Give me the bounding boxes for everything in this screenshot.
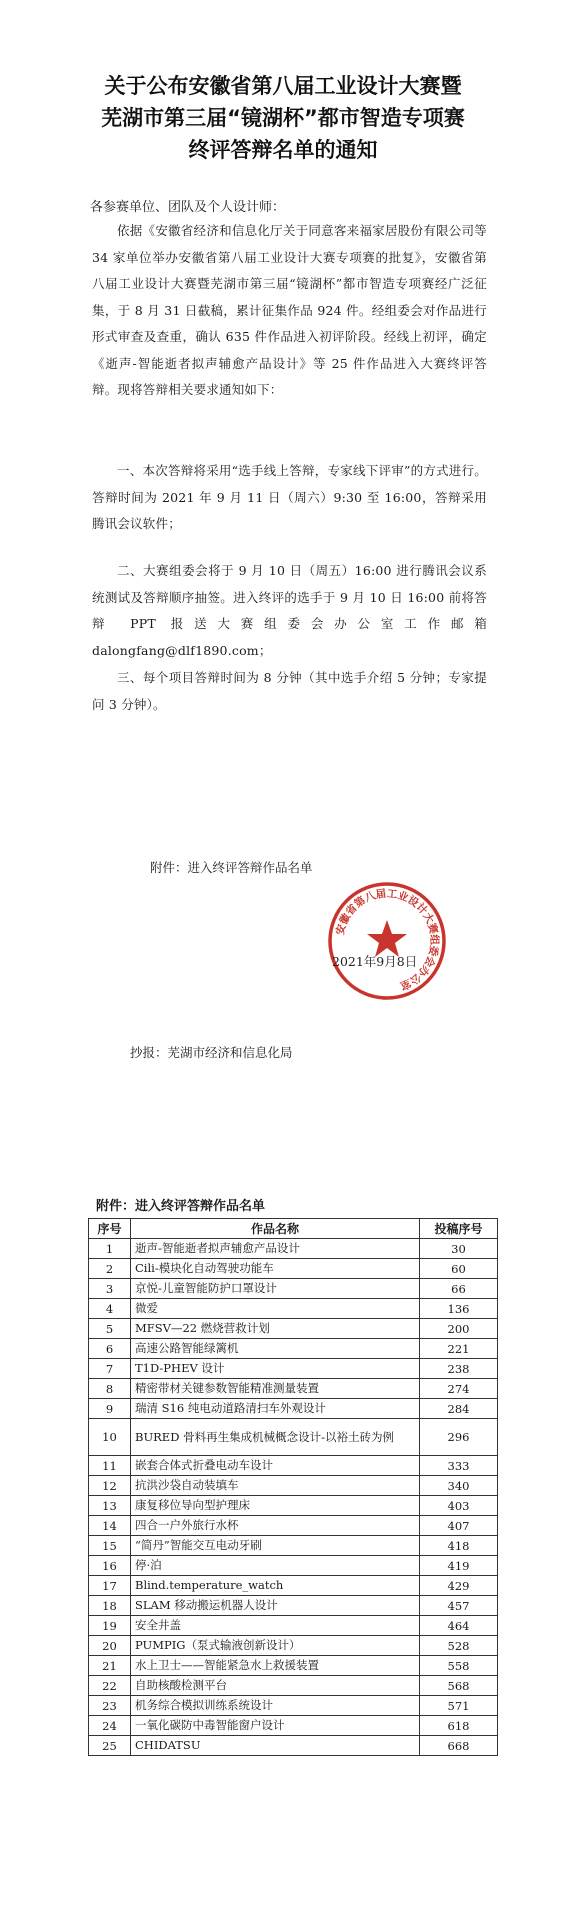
work-name: 逝声-智能逝者拟声辅愈产品设计 <box>131 1239 420 1259</box>
header-name: 作品名称 <box>131 1219 420 1239</box>
submission-number: 457 <box>420 1596 498 1616</box>
attachment-title: 附件：进入终评答辩作品名单 <box>96 1199 266 1214</box>
submission-number: 238 <box>420 1359 498 1379</box>
submission-number: 418 <box>420 1536 498 1556</box>
row-number: 19 <box>89 1616 131 1636</box>
table-row <box>89 1616 498 1636</box>
submission-number: 464 <box>420 1616 498 1636</box>
table-row <box>89 1556 498 1576</box>
work-name: Blind.temperature_watch <box>131 1576 420 1596</box>
submission-number: 419 <box>420 1556 498 1576</box>
work-name: CHIDATSU <box>131 1736 420 1756</box>
submission-number: 136 <box>420 1299 498 1319</box>
work-name: BURED 骨料再生集成机械概念设计-以裕土砖为例 <box>131 1419 420 1456</box>
table-row <box>89 1636 498 1656</box>
work-name: T1D-PHEV 设计 <box>131 1359 420 1379</box>
work-name: 精密带材关键参数智能精准测量装置 <box>131 1379 420 1399</box>
submission-number: 274 <box>420 1379 498 1399</box>
row-number: 14 <box>89 1516 131 1536</box>
submission-number: 403 <box>420 1496 498 1516</box>
row-number: 9 <box>89 1399 131 1419</box>
submission-number: 429 <box>420 1576 498 1596</box>
header-no: 序号 <box>89 1219 131 1239</box>
table-row <box>89 1399 498 1419</box>
table-row <box>89 1359 498 1379</box>
row-number: 10 <box>89 1419 131 1456</box>
row-number: 7 <box>89 1359 131 1379</box>
work-name: 安全井盖 <box>131 1616 420 1636</box>
table-row <box>89 1516 498 1536</box>
row-number: 15 <box>89 1536 131 1556</box>
issue-date: 2021年9月8日 <box>332 954 418 969</box>
title-line-2: 芜湖市第三届“镜湖杯”都市智造专项赛 <box>101 106 465 130</box>
table-row <box>89 1696 498 1716</box>
row-number: 6 <box>89 1339 131 1359</box>
row-number: 24 <box>89 1716 131 1736</box>
table-row <box>89 1736 498 1756</box>
row-number: 12 <box>89 1476 131 1496</box>
salutation: 各参赛单位、团队及个人设计师： <box>90 200 286 215</box>
row-number: 25 <box>89 1736 131 1756</box>
submission-number: 284 <box>420 1399 498 1419</box>
table-row <box>89 1656 498 1676</box>
work-name: 瑞清 S16 纯电动道路清扫车外观设计 <box>131 1399 420 1419</box>
submission-number: 528 <box>420 1636 498 1656</box>
work-name: 四合一户外旅行水杯 <box>131 1516 420 1536</box>
submission-number: 66 <box>420 1279 498 1299</box>
row-number: 4 <box>89 1299 131 1319</box>
table-row <box>89 1299 498 1319</box>
table-row <box>89 1536 498 1556</box>
table-row <box>89 1419 498 1456</box>
submission-number: 618 <box>420 1716 498 1736</box>
row-number: 1 <box>89 1239 131 1259</box>
work-name: “简丹”智能交互电动牙刷 <box>131 1536 420 1556</box>
work-name: Cili-模块化自动驾驶功能车 <box>131 1259 420 1279</box>
row-number: 2 <box>89 1259 131 1279</box>
table-row <box>89 1239 498 1259</box>
submission-number: 333 <box>420 1456 498 1476</box>
submission-number: 221 <box>420 1339 498 1359</box>
row-number: 16 <box>89 1556 131 1576</box>
row-number: 22 <box>89 1676 131 1696</box>
body-paragraph-2: 一、本次答辩将采用“选手线上答辩，专家线下评审”的方式进行。答辩时间为 2021 年 9 月 11 日（周六）9:30 至 16:00，答辩采用腾讯会议软件； <box>92 463 487 531</box>
row-number: 20 <box>89 1636 131 1656</box>
work-name: 水上卫士——智能紧急水上救援装置 <box>131 1656 420 1676</box>
work-name: 抗洪沙袋自动装填车 <box>131 1476 420 1496</box>
table-row <box>89 1716 498 1736</box>
notice-title <box>40 70 526 166</box>
attachment-note: 附件：进入终评答辩作品名单 <box>150 860 313 875</box>
work-name: 高速公路智能绿篱机 <box>131 1339 420 1359</box>
work-name: 京悦-儿童智能防护口罩设计 <box>131 1279 420 1299</box>
table-row <box>89 1596 498 1616</box>
row-number: 11 <box>89 1456 131 1476</box>
work-name: SLAM 移动搬运机器人设计 <box>131 1596 420 1616</box>
table-row <box>89 1456 498 1476</box>
submission-number: 558 <box>420 1656 498 1676</box>
work-name: 自助核酸检测平台 <box>131 1676 420 1696</box>
cc-line: 抄报：芜湖市经济和信息化局 <box>130 1045 293 1060</box>
work-name: 停·泊 <box>131 1556 420 1576</box>
table-row <box>89 1379 498 1399</box>
table-row <box>89 1339 498 1359</box>
body-paragraph-3: 二、大赛组委会将于 9 月 10 日（周五）16:00 进行腾讯会议系统测试及答辩顺序抽签。进入终评的选手于 9 月 10 日 16:00 前将答辩 PPT 报送大赛组委会办公室工作邮箱 dalongfang@dlf1890.com； <box>92 563 487 658</box>
submission-number: 668 <box>420 1736 498 1756</box>
work-name: PUMPIG（泵式输液创新设计） <box>131 1636 420 1656</box>
row-number: 5 <box>89 1319 131 1339</box>
submission-number: 30 <box>420 1239 498 1259</box>
work-name: 康复移位导向型护理床 <box>131 1496 420 1516</box>
table-row <box>89 1496 498 1516</box>
seal-text: 安徽省第八届工业设计大赛组委会办公室 <box>334 887 441 992</box>
submission-number: 407 <box>420 1516 498 1536</box>
row-number: 3 <box>89 1279 131 1299</box>
work-name: MFSV—22 燃烧营救计划 <box>131 1319 420 1339</box>
row-number: 18 <box>89 1596 131 1616</box>
row-number: 17 <box>89 1576 131 1596</box>
table-row <box>89 1476 498 1496</box>
row-number: 21 <box>89 1656 131 1676</box>
work-name: 嵌套合体式折叠电动车设计 <box>131 1456 420 1476</box>
submission-number: 200 <box>420 1319 498 1339</box>
header-submission-no: 投稿序号 <box>420 1219 498 1239</box>
submission-number: 60 <box>420 1259 498 1279</box>
title-line-1: 关于公布安徽省第八届工业设计大赛暨 <box>104 74 462 98</box>
work-name: 一氧化碳防中毒智能窗户设计 <box>131 1716 420 1736</box>
submission-number: 571 <box>420 1696 498 1716</box>
table-row <box>89 1259 498 1279</box>
title-line-3: 终评答辩名单的通知 <box>188 138 378 162</box>
row-number: 8 <box>89 1379 131 1399</box>
body-paragraph-1: 依据《安徽省经济和信息化厅关于同意客来福家居股份有限公司等 34 家单位举办安徽省第八届工业设计大赛专项赛的批复》，安徽省第八届工业设计大赛暨芜湖市第三届“镜湖杯”都市智造专项赛经广泛征集，于 8 月 31 日截稿，累计征集作品 924 件。经组委会对作品进行形式审查及查重，确认 635 件作品进入初评阶段。经线上初评，确定《逝声-智能逝者拟声辅愈产品设计》等 25 件作品进入大赛终评答辩。现将答辩相关要求通知如下： <box>92 223 487 397</box>
table-row <box>89 1576 498 1596</box>
table-row <box>89 1676 498 1696</box>
submission-number: 340 <box>420 1476 498 1496</box>
official-seal <box>326 880 448 1002</box>
finalist-table <box>88 1218 498 1756</box>
row-number: 13 <box>89 1496 131 1516</box>
body-paragraph-4: 三、每个项目答辩时间为 8 分钟（其中选手介绍 5 分钟；专家提问 3 分钟）。 <box>92 670 487 712</box>
submission-number: 568 <box>420 1676 498 1696</box>
work-name: 微爱 <box>131 1299 420 1319</box>
work-name: 机务综合模拟训练系统设计 <box>131 1696 420 1716</box>
submission-number: 296 <box>420 1419 498 1456</box>
table-body <box>89 1239 498 1756</box>
table-row <box>89 1279 498 1299</box>
table-header-row <box>89 1219 498 1239</box>
table-row <box>89 1319 498 1339</box>
row-number: 23 <box>89 1696 131 1716</box>
